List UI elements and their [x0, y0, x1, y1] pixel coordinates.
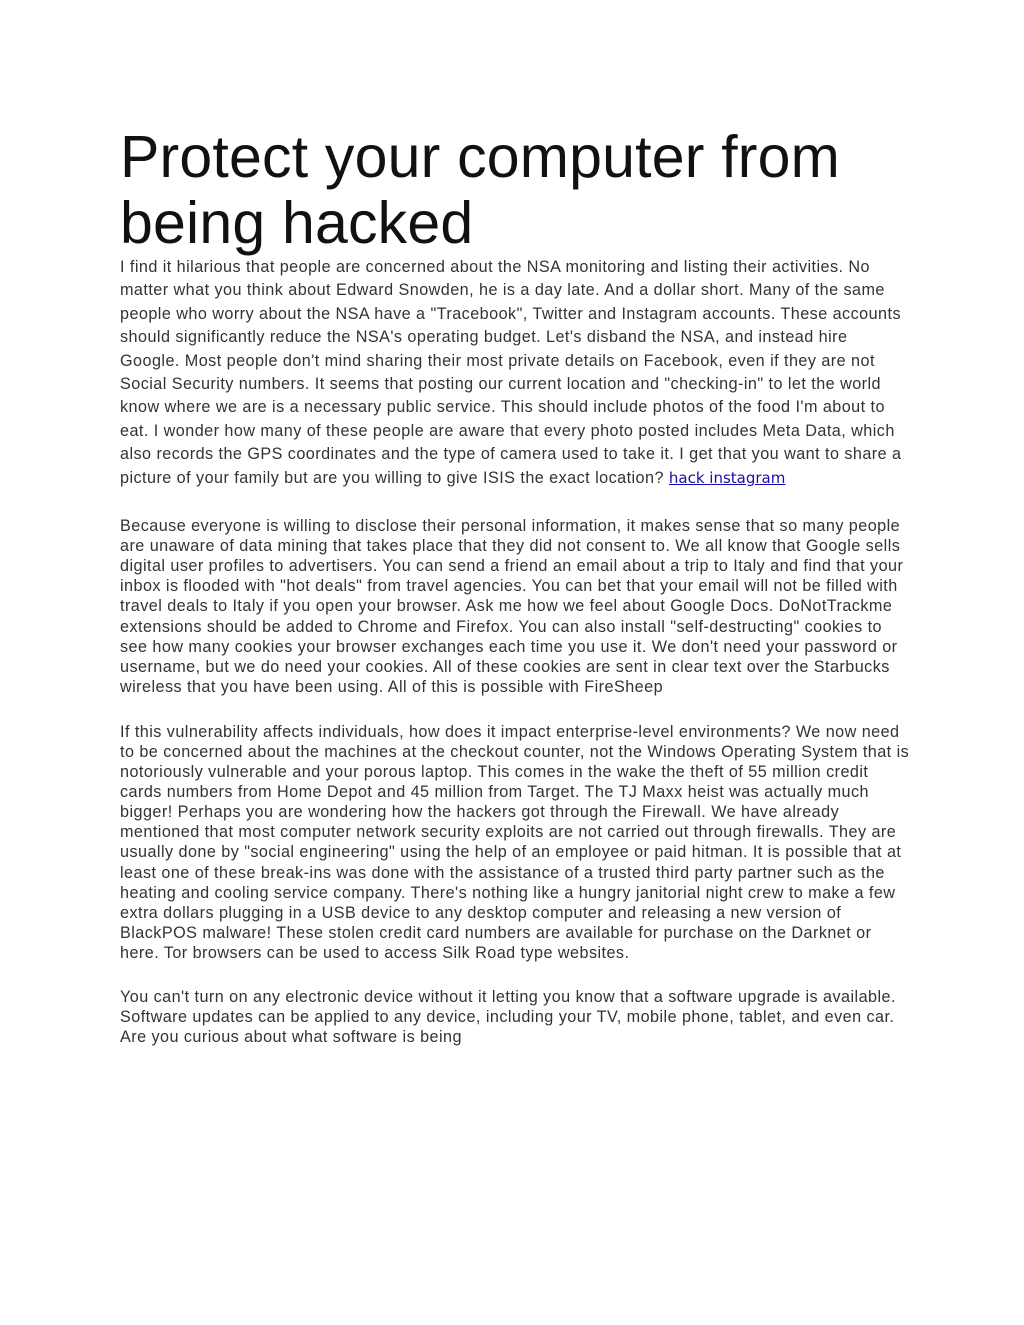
- paragraph-4: You can't turn on any electronic device without it letting you know that a software upgrade is available. Software updates can be applied to any device, including your TV, mobile phone, tablet, and even car. Are you curious about what software is being: [120, 988, 896, 1047]
- paragraph-3: If this vulnerability affects individuals, how does it impact enterprise-level environments? We now need to be concerned about the machines at the checkout counter, not the Windows Operating System that is notoriously vulnerable and your porous laptop. This comes in the wake the theft of 55 million credit cards numbers from Home Depot and 45 million from Target. The TJ Maxx heist was actually much bigger! Perhaps you are wondering how the hackers got through the Firewall. We have already mentioned that most computer network security exploits are not carried out through firewalls. They are usually done by "social engineering" using the help of an employee or paid hitman. It is possible that at least one of these break-ins was done with the assistance of a trusted third party partner such as the heating and cooling service company. There's nothing like a hungry janitorial night crew to make a few extra dollars plugging in a USB device to any desktop computer and releasing a new version of BlackPOS malware! These stolen credit card numbers are available for purchase on the Darknet or here. Tor browsers can be used to access Silk Road type websites.: [120, 722, 910, 962]
- document-page: [120, 124, 910, 1047]
- paragraph-1-text: I find it hilarious that people are concerned about the NSA monitoring and listing their activities. No matter what you think about Edward Snowden, he is a day late. And a dollar short. Many of the same people who worry about the NSA have a "Tracebook", Twitter and Instagram accounts. These accounts should significantly reduce the NSA's operating budget. Let's disband the NSA, and instead hire Google. Most people don't mind sharing their most private details on Facebook, even if they are not Social Security numbers. It seems that posting our current location and "checking-in" to let the world know where we are is a necessary public service. This should include photos of the food I'm about to eat. I wonder how many of these people are aware that every photo posted includes Meta Data, which also records the GPS coordinates and the type of camera used to take it. I get that you want to share a picture of your family but are you willing to give ISIS the exact location?: [120, 258, 902, 487]
- paragraph-2: Because everyone is willing to disclose their personal information, it makes sense that so many people are unaware of data mining that takes place that they did not consent to. We all know that Google sells digital user profiles to advertisers. You can send a friend an email about a trip to Italy and find that your inbox is flooded with "hot deals" from travel agencies. You can bet that your email will not be filled with travel deals to Italy if you open your browser. Ask me how we feel about Google Docs. DoNotTrackme extensions should be added to Chrome and Firefox. You can also install "self-destructing" cookies to see how many cookies your browser exchanges each time you use it. We don't need your password or username, but we do need your cookies. All of these cookies are sent in clear text over the Starbucks wireless that you have been using. All of this is possible with FireSheep: [120, 517, 904, 696]
- paragraph-1: [120, 256, 910, 490]
- page-title: Protect your computer from being hacked: [120, 124, 840, 256]
- hack-instagram-link[interactable]: hack instagram: [668, 468, 786, 487]
